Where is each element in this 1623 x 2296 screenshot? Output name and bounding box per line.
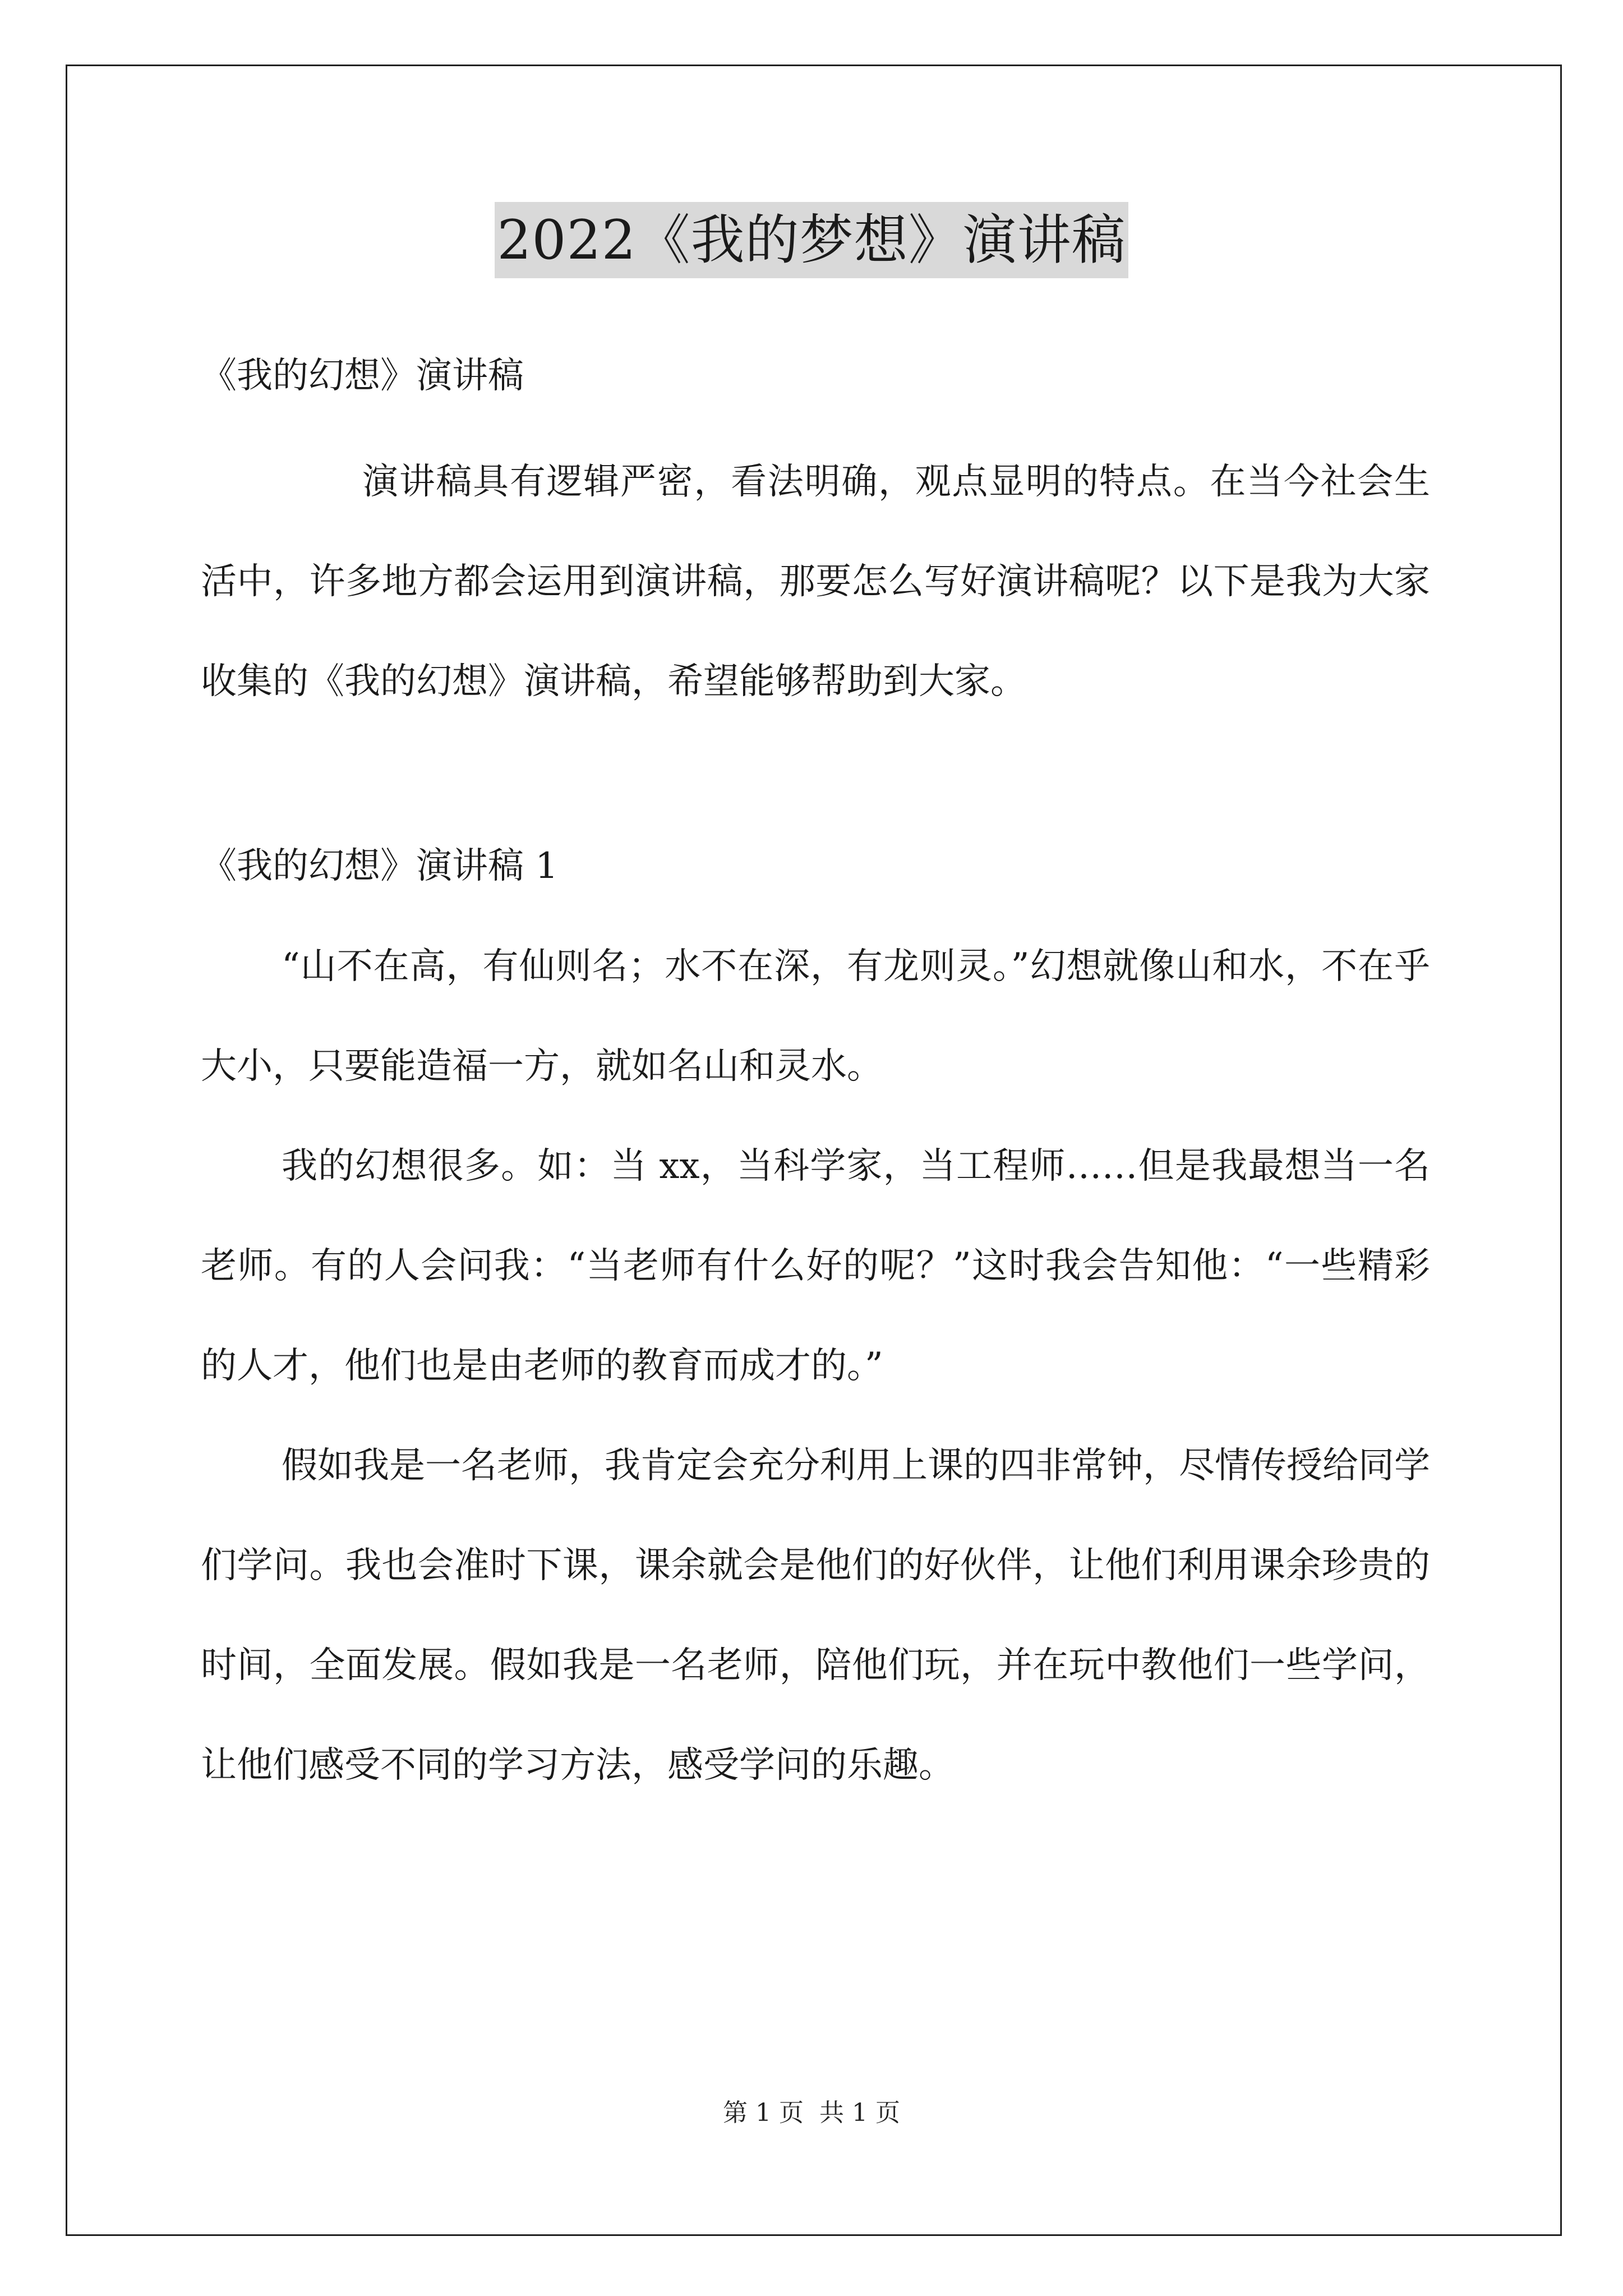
document-title: 2022《我的梦想》演讲稿: [495, 202, 1128, 278]
subtitle: 《我的幻想》演讲稿: [201, 355, 524, 397]
page-total: 共 1 页: [819, 2099, 900, 2127]
section-heading: 《我的幻想》演讲稿 1: [201, 845, 559, 887]
body-paragraph: 假如我是一名老师，我肯定会充分利用上课的四非常钟，尽情传授给同学们学问。我也会准时下课，课余就会是他们的好伙伴，让他们利用课余珍贵的时间，全面发展。假如我是一名老师，陪他们玩，并在玩中教他们一些学问，让他们感受不同的学习方法，感受学问的乐趣。: [201, 1445, 1430, 1786]
body-paragraph: “山不在高，有仙则名；水不在深，有龙则灵。”幻想就像山和水，不在乎大小，只要能造福一方，就如名山和灵水。: [201, 946, 1430, 1087]
page-footer: [0, 2096, 1623, 2130]
document-body: [201, 331, 1430, 1815]
section-spacer: [201, 731, 1430, 821]
page-number: 第 1 页: [723, 2099, 804, 2127]
intro-paragraph: 演讲稿具有逻辑严密，看法明确，观点显明的特点。在当今社会生活中，许多地方都会运用到演讲稿，那要怎么写好演讲稿呢？以下是我为大家收集的《我的幻想》演讲稿，希望能够帮助到大家。: [201, 461, 1430, 702]
body-paragraph: 我的幻想很多。如：当 xx，当科学家，当工程师……但是我最想当一名老师。有的人会问我：“当老师有什么好的呢？”这时我会告知他：“一些精彩的人才，他们也是由老师的教育而成才的。”: [201, 1145, 1430, 1387]
title-container: [0, 202, 1623, 278]
